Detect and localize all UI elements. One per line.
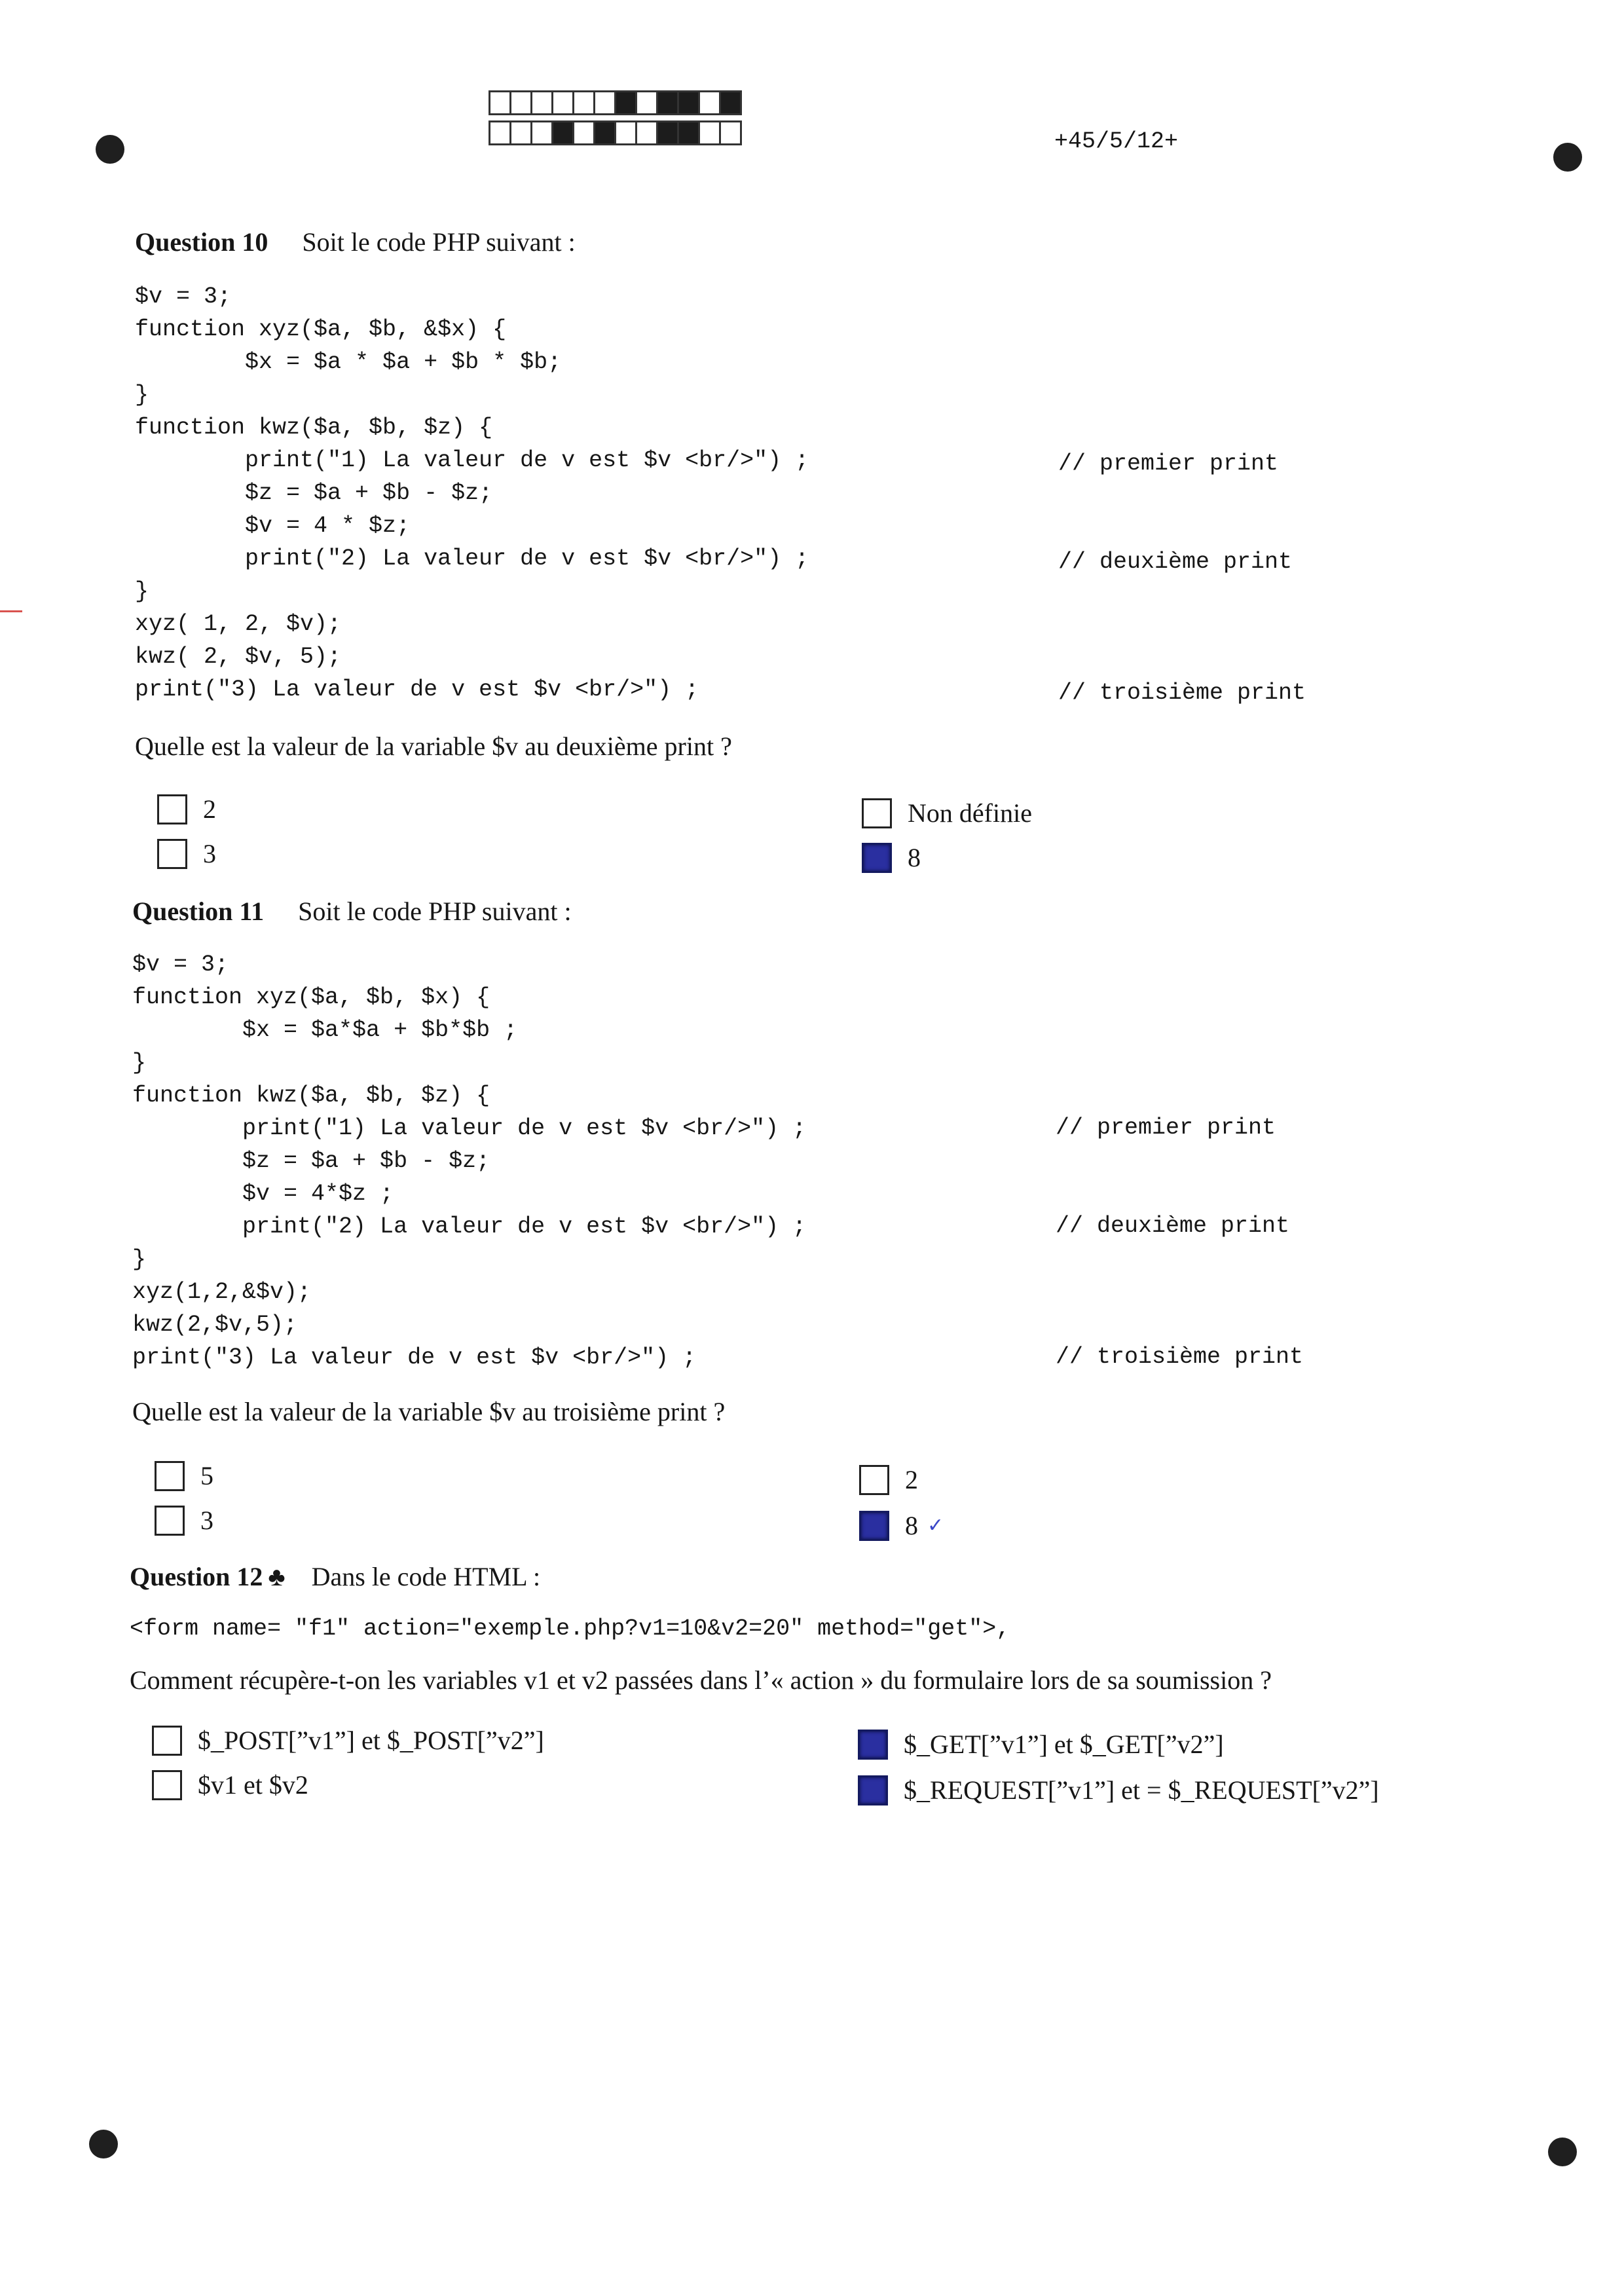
barcode-cell-empty xyxy=(530,120,553,145)
barcode-cell-empty xyxy=(530,90,553,115)
option-label: 8 xyxy=(905,1511,918,1540)
question-10-option[interactable] xyxy=(157,838,216,869)
question-12-prompt: Comment récupère-t-on les variables v1 et v2 passées dans l’« action » du formulaire lors de sa soumission ? xyxy=(130,1665,1272,1695)
option-label: $_REQUEST[”v1”] et = $_REQUEST[”v2”] xyxy=(904,1775,1379,1805)
question-10-option[interactable] xyxy=(862,798,1032,828)
question-12-option[interactable] xyxy=(858,1775,1379,1805)
question-number: Question 10 xyxy=(135,227,268,257)
question-11-option[interactable] xyxy=(155,1460,213,1491)
barcode-cell-empty xyxy=(572,120,595,145)
question-12-option[interactable] xyxy=(152,1769,308,1800)
question-12-option[interactable] xyxy=(152,1725,544,1756)
checkbox[interactable] xyxy=(157,839,187,869)
registration-mark-top-right xyxy=(1553,143,1582,172)
checkbox-checked[interactable] xyxy=(862,843,892,873)
option-label: $_GET[”v1”] et $_GET[”v2”] xyxy=(904,1730,1224,1759)
question-intro: Soit le code PHP suivant : xyxy=(298,897,572,926)
option-label: 2 xyxy=(905,1465,918,1494)
comment-troisieme-print: // troisième print xyxy=(1058,680,1306,706)
registration-mark-bottom-left xyxy=(89,2130,118,2158)
option-label: 2 xyxy=(203,794,216,824)
club-icon: ♣ xyxy=(268,1562,286,1591)
barcode-cell-empty xyxy=(489,120,511,145)
barcode-cell-empty xyxy=(635,90,658,115)
question-11-title xyxy=(132,896,572,927)
checkbox[interactable] xyxy=(862,798,892,828)
barcode-cell-filled xyxy=(656,90,679,115)
question-intro: Dans le code HTML : xyxy=(311,1562,541,1591)
check-tick-icon: ✓ xyxy=(927,1515,944,1536)
registration-mark-top-left xyxy=(96,135,124,164)
barcode-cell-filled xyxy=(614,90,637,115)
option-label: 8 xyxy=(908,843,921,872)
barcode-cell-empty xyxy=(509,90,532,115)
question-10-title xyxy=(135,227,576,257)
comment-deuxieme-print: // deuxième print xyxy=(1058,549,1293,575)
checkbox[interactable] xyxy=(152,1770,182,1800)
option-label: 5 xyxy=(200,1461,213,1491)
barcode-cell-empty xyxy=(509,120,532,145)
question-11-prompt: Quelle est la valeur de la variable $v au troisième print ? xyxy=(132,1397,726,1426)
comment-deuxieme-print: // deuxième print xyxy=(1056,1213,1290,1239)
checkbox[interactable] xyxy=(155,1461,185,1491)
barcode-cell-empty xyxy=(719,120,742,145)
question-10-option[interactable] xyxy=(157,794,216,824)
question-intro: Soit le code PHP suivant : xyxy=(302,227,576,257)
question-12-option[interactable] xyxy=(858,1729,1224,1760)
option-label: 3 xyxy=(203,839,216,868)
barcode-cell-filled xyxy=(719,90,742,115)
question-11-option[interactable] xyxy=(859,1464,918,1495)
margin-mark xyxy=(0,610,22,612)
barcode-cell-empty xyxy=(551,90,574,115)
barcode-cell-filled xyxy=(677,90,700,115)
question-number: Question 11 xyxy=(132,897,265,926)
checkbox-checked[interactable] xyxy=(858,1730,888,1760)
barcode-cell-empty xyxy=(614,120,637,145)
barcode-cell-filled xyxy=(656,120,679,145)
question-11-option[interactable] xyxy=(859,1510,944,1541)
checkbox[interactable] xyxy=(859,1465,889,1495)
comment-troisieme-print: // troisième print xyxy=(1056,1344,1304,1370)
option-label: $_POST[”v1”] et $_POST[”v2”] xyxy=(198,1726,544,1755)
option-label: $v1 et $v2 xyxy=(198,1770,308,1800)
barcode-cell-filled xyxy=(677,120,700,145)
question-12-title xyxy=(130,1561,540,1592)
barcode-cell-filled xyxy=(551,120,574,145)
comment-premier-print: // premier print xyxy=(1056,1115,1276,1141)
question-12-code: <form name= "f1" action="exemple.php?v1=10&v2=20" method="get">, xyxy=(130,1616,1010,1642)
registration-mark-bottom-right xyxy=(1548,2138,1577,2166)
checkbox[interactable] xyxy=(152,1726,182,1756)
checkbox-checked[interactable] xyxy=(858,1775,888,1805)
barcode-cell-empty xyxy=(572,90,595,115)
checkbox-checked[interactable] xyxy=(859,1511,889,1541)
barcode-row-1 xyxy=(489,90,742,119)
question-number: Question 12 xyxy=(130,1562,263,1591)
barcode-cell-empty xyxy=(698,90,721,115)
checkbox[interactable] xyxy=(157,794,187,824)
question-11-code: $v = 3; function xyz($a, $b, $x) { $x = $a*$a + $b*$b ; } function kwz($a, $b, $z) { print("1) La valeur de v est $v <br/>") ; $z = $a + $b - $z; $v = 4*$z ; print("2) La valeur de v est $v <br/>") ; } xyz(1,2,&$v); kwz(2,$v,5); print("3) La valeur de v est $v <br/>") ; xyxy=(132,952,807,1371)
barcode-cell-empty xyxy=(635,120,658,145)
option-label: 3 xyxy=(200,1506,213,1535)
page-id: +45/5/12+ xyxy=(1054,128,1179,155)
barcode-cell-empty xyxy=(698,120,721,145)
checkbox[interactable] xyxy=(155,1506,185,1536)
barcode-cell-empty xyxy=(489,90,511,115)
comment-premier-print: // premier print xyxy=(1058,451,1279,477)
barcode-row-2 xyxy=(489,120,742,149)
barcode-cell-filled xyxy=(593,120,616,145)
question-10-code: $v = 3; function xyz($a, $b, &$x) { $x = $a * $a + $b * $b; } function kwz($a, $b, $z) { print("1) La valeur de v est $v <br/>") ; $z = $a + $b - $z; $v = 4 * $z; print("2) La valeur de v est $v <br/>") ; } xyz( 1, 2, $v); kwz( 2, $v, 5); print("3) La valeur de v est $v <br/>") ; xyxy=(135,284,809,703)
option-label: Non définie xyxy=(908,798,1032,828)
barcode-cell-empty xyxy=(593,90,616,115)
question-10-option[interactable] xyxy=(862,842,921,873)
question-11-option[interactable] xyxy=(155,1505,213,1536)
question-10-prompt: Quelle est la valeur de la variable $v au deuxième print ? xyxy=(135,731,732,761)
